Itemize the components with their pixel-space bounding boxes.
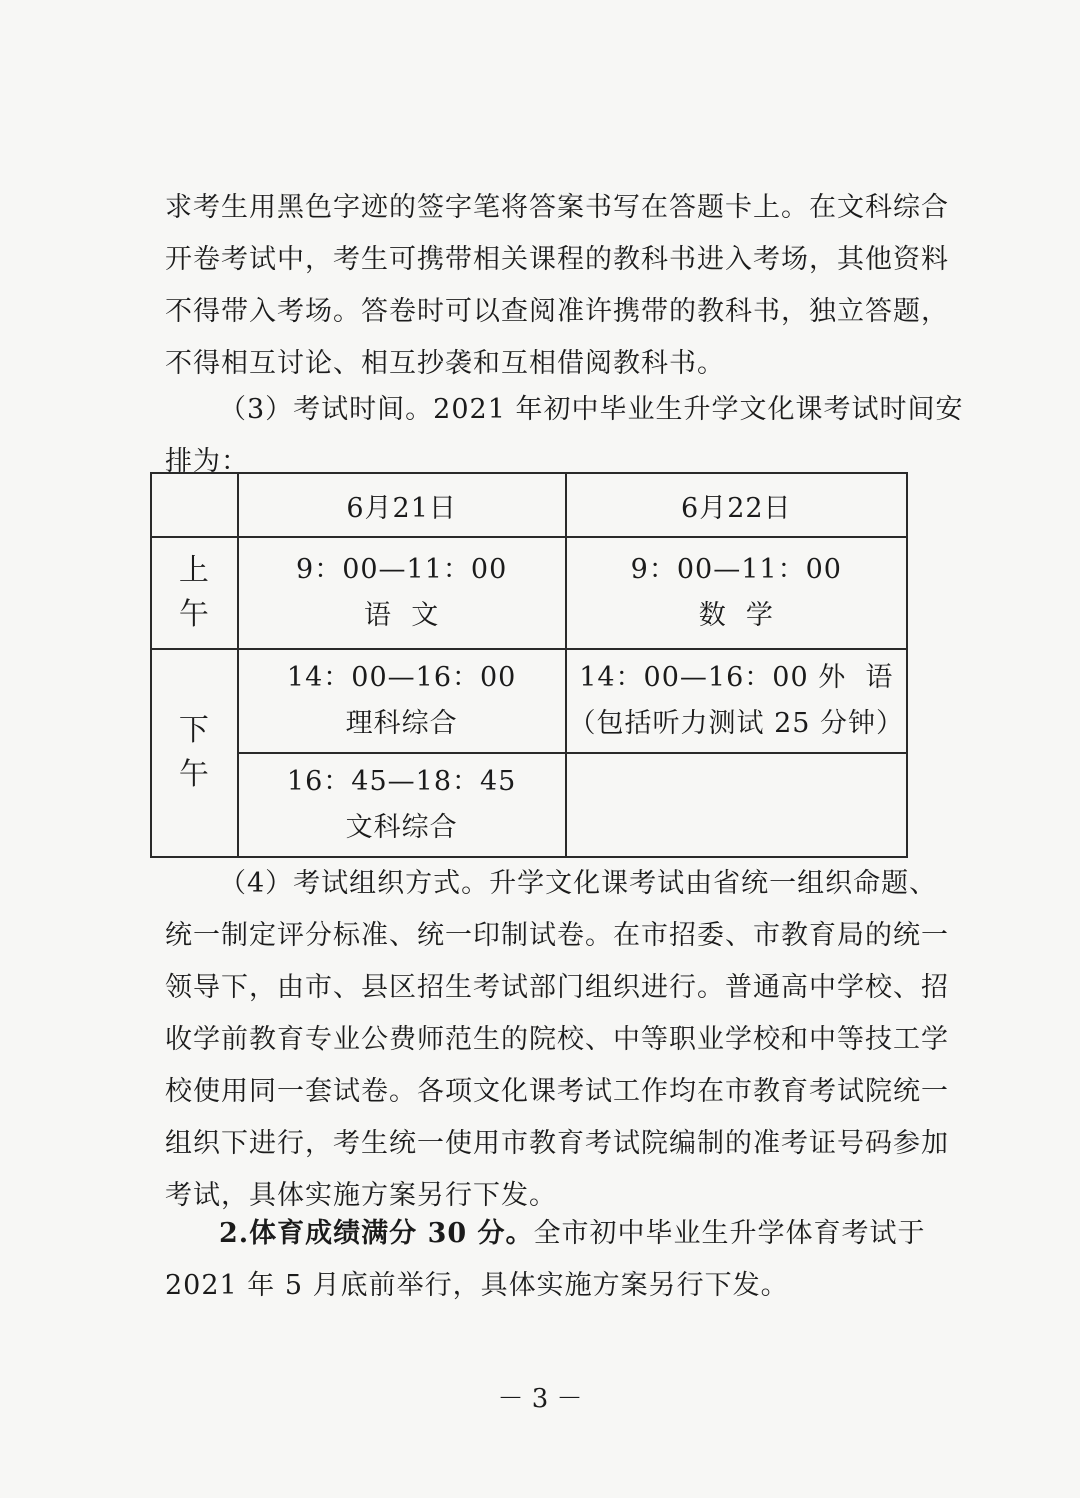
text-line: 考试，具体实施方案另行下发。 — [165, 1180, 557, 1211]
paragraph-pe-score — [165, 1208, 955, 1312]
cell-am-day1 — [238, 537, 566, 649]
exam-schedule-table — [150, 472, 908, 858]
cell-am-day2 — [566, 537, 907, 649]
cell-pm1-day1 — [238, 649, 566, 753]
text-line: 校使用同一套试卷。各项文化课考试工作均在市教育考试院统一 — [165, 1076, 949, 1107]
text-line: 领导下，由市、县区招生考试部门组织进行。普通高中学校、招 — [165, 972, 949, 1003]
period-char: 上 — [178, 553, 210, 588]
text-line: 不得带入考场。答卷时可以查阅准许携带的教科书，独立答题， — [165, 296, 949, 327]
cell-time: 16：45—18：45 — [286, 766, 517, 797]
text-line: 统一制定评分标准、统一印制试卷。在市招委、市教育局的统一 — [165, 920, 949, 951]
cell-note: （包括听力测试 25 分钟） — [568, 708, 905, 739]
text-line: 收学前教育专业公费师范生的院校、中等职业学校和中等技工学 — [165, 1024, 949, 1055]
cell-time: 9：00—11：00 — [630, 554, 842, 585]
cell-time: 14：00—16：00 — [286, 662, 517, 693]
period-char: 午 — [178, 597, 210, 632]
text-line — [165, 1208, 955, 1260]
text-line: 2021 年 5 月底前举行，具体实施方案另行下发。 — [165, 1270, 789, 1301]
text-run: 全市初中毕业生升学体育考试于 — [533, 1218, 926, 1249]
cell-time-subject: 14：00—16：00 外 语 — [579, 662, 894, 693]
text-line: 排为： — [165, 446, 249, 477]
page-number: － 3 － — [497, 1384, 583, 1414]
cell-subject: 理科综合 — [345, 708, 458, 739]
text-line: （3）考试时间。2021 年初中毕业生升学文化课考试时间安 — [219, 394, 964, 425]
cell-subject: 文科综合 — [345, 812, 458, 843]
cell-subject: 数 学 — [698, 600, 774, 631]
table-header-day1: 6月21日 — [238, 473, 566, 537]
text-line: 开卷考试中，考生可携带相关课程的教科书进入考场，其他资料 — [165, 244, 949, 275]
period-char: 午 — [178, 757, 210, 792]
period-label-morning — [151, 537, 238, 649]
text-line: 求考生用黑色字迹的签字笔将答案书写在答题卡上。在文科综合 — [165, 192, 949, 223]
cell-time: 9：00—11：00 — [296, 554, 508, 585]
cell-pm1-day2 — [566, 649, 907, 753]
paragraph-exam-rules — [165, 182, 955, 390]
section-heading: 2.体育成绩满分 30 分。 — [219, 1218, 534, 1249]
cell-pm2-day1 — [238, 753, 566, 857]
table-header-day2: 6月22日 — [566, 473, 907, 537]
text-line: 不得相互讨论、相互抄袭和互相借阅教科书。 — [165, 348, 725, 379]
cell-pm2-day2-empty — [566, 753, 907, 857]
text-line: （4）考试组织方式。升学文化课考试由省统一组织命题、 — [219, 868, 938, 899]
paragraph-exam-organization — [165, 858, 955, 1222]
table-header-row — [151, 473, 907, 537]
text-line: 组织下进行，考生统一使用市教育考试院编制的准考证号码参加 — [165, 1128, 949, 1159]
table-row-morning — [151, 537, 907, 649]
table-row-afternoon-1 — [151, 649, 907, 753]
cell-subject: 语 文 — [364, 600, 440, 631]
period-char: 下 — [178, 713, 210, 748]
period-label-afternoon — [151, 649, 238, 857]
table-row-afternoon-2 — [151, 753, 907, 857]
table-corner-cell — [151, 473, 238, 537]
